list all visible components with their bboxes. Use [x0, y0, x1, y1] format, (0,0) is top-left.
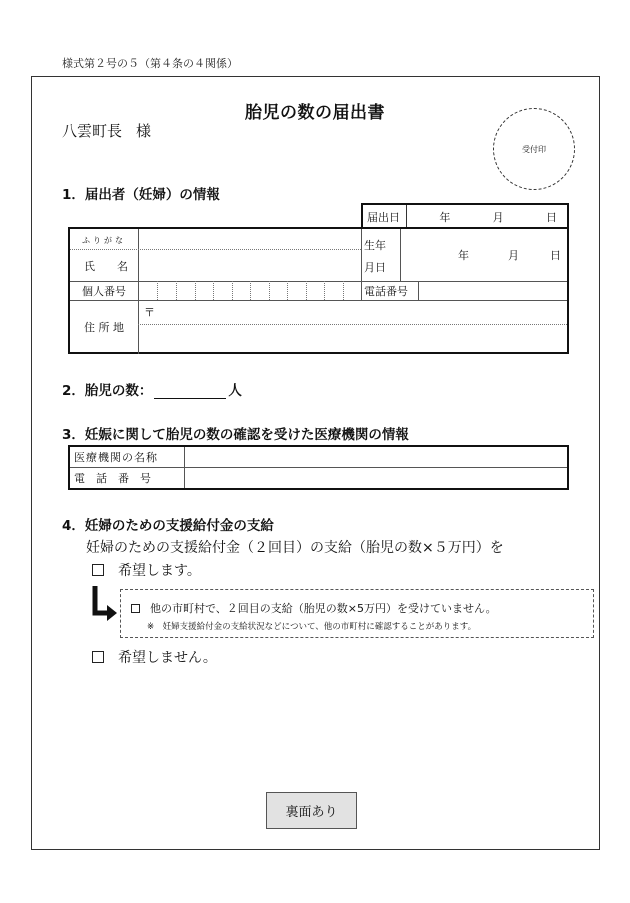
option-no-checkbox[interactable]	[92, 651, 104, 663]
individual-number-input[interactable]	[139, 281, 361, 300]
option-no-label: 希望しません。	[118, 650, 217, 666]
addressee-name: 八雲町長	[62, 122, 123, 140]
dob-year-field[interactable]: 年	[458, 249, 469, 262]
addressee	[62, 120, 151, 141]
dob-day-field[interactable]: 日	[550, 249, 561, 262]
dob-label-line2: 月日	[364, 261, 386, 274]
option-no[interactable]	[92, 647, 217, 667]
fetus-count-input[interactable]	[154, 385, 226, 399]
furigana-input[interactable]	[139, 231, 360, 249]
sub-check-label: 他の市町村で、２回目の支給（胎児の数×5万円）を受けていません。	[150, 602, 497, 615]
addressee-honorific: 様	[136, 122, 152, 140]
reception-stamp-area	[493, 108, 575, 190]
fetus-count-unit: 人	[228, 383, 242, 399]
notify-date-day-field[interactable]: 日	[545, 210, 557, 224]
form-number-label: 様式第２号の５（第４条の４関係）	[62, 57, 238, 70]
down-right-arrow-icon	[92, 586, 118, 622]
confirmation-note: ※ 妊婦支援給付金の支給状況などについて、他の市町村に確認することがあります。	[147, 622, 477, 632]
name-label: 氏 名	[84, 260, 128, 273]
address-label: 住 所 地	[84, 321, 124, 334]
sub-condition-box	[120, 589, 594, 638]
section2-line	[62, 379, 242, 399]
dob-month-field[interactable]: 月	[508, 249, 519, 262]
page-title: 胎児の数の届出書	[245, 103, 385, 123]
sub-check-row[interactable]	[131, 600, 497, 616]
institution-name-label: 医療機関の名称	[74, 451, 158, 464]
medical-institution-table	[68, 445, 569, 490]
notify-date-label: 届出日	[363, 205, 407, 228]
notify-date-box	[361, 203, 569, 228]
name-input[interactable]	[139, 251, 360, 281]
option-yes[interactable]	[92, 560, 201, 580]
phone-input[interactable]	[419, 281, 567, 300]
back-side-button[interactable]: 裏面あり	[266, 792, 357, 829]
applicant-info-table	[68, 227, 569, 354]
section1-heading: 1．届出者（妊婦）の情報	[62, 187, 220, 203]
section4-description: 妊婦のための支援給付金（２回目）の支給（胎児の数×５万円）を	[86, 540, 504, 556]
individual-number-label: 個人番号	[82, 284, 126, 298]
institution-name-input[interactable]	[186, 447, 566, 467]
institution-phone-label: 電 話 番 号	[74, 472, 151, 485]
address-input[interactable]	[164, 303, 564, 351]
phone-label: 電話番号	[364, 284, 408, 298]
sub-check-checkbox[interactable]	[131, 604, 140, 613]
notify-date-year-field[interactable]: 年	[439, 210, 451, 224]
postal-mark: 〒	[144, 306, 155, 319]
option-yes-checkbox[interactable]	[92, 564, 104, 576]
stamp-label: 受付印	[522, 144, 546, 154]
section2-heading: 2．胎児の数：	[62, 383, 153, 399]
option-yes-label: 希望します。	[118, 563, 201, 579]
dob-label-line1: 生年	[364, 239, 386, 252]
furigana-label: ふりがな	[82, 235, 126, 245]
section3-heading: 3．妊娠に関して胎児の数の確認を受けた医療機関の情報	[62, 427, 409, 443]
section4-heading: 4．妊婦のための支援給付金の支給	[62, 518, 274, 534]
institution-phone-input[interactable]	[186, 468, 566, 488]
notify-date-month-field[interactable]: 月	[492, 210, 504, 224]
